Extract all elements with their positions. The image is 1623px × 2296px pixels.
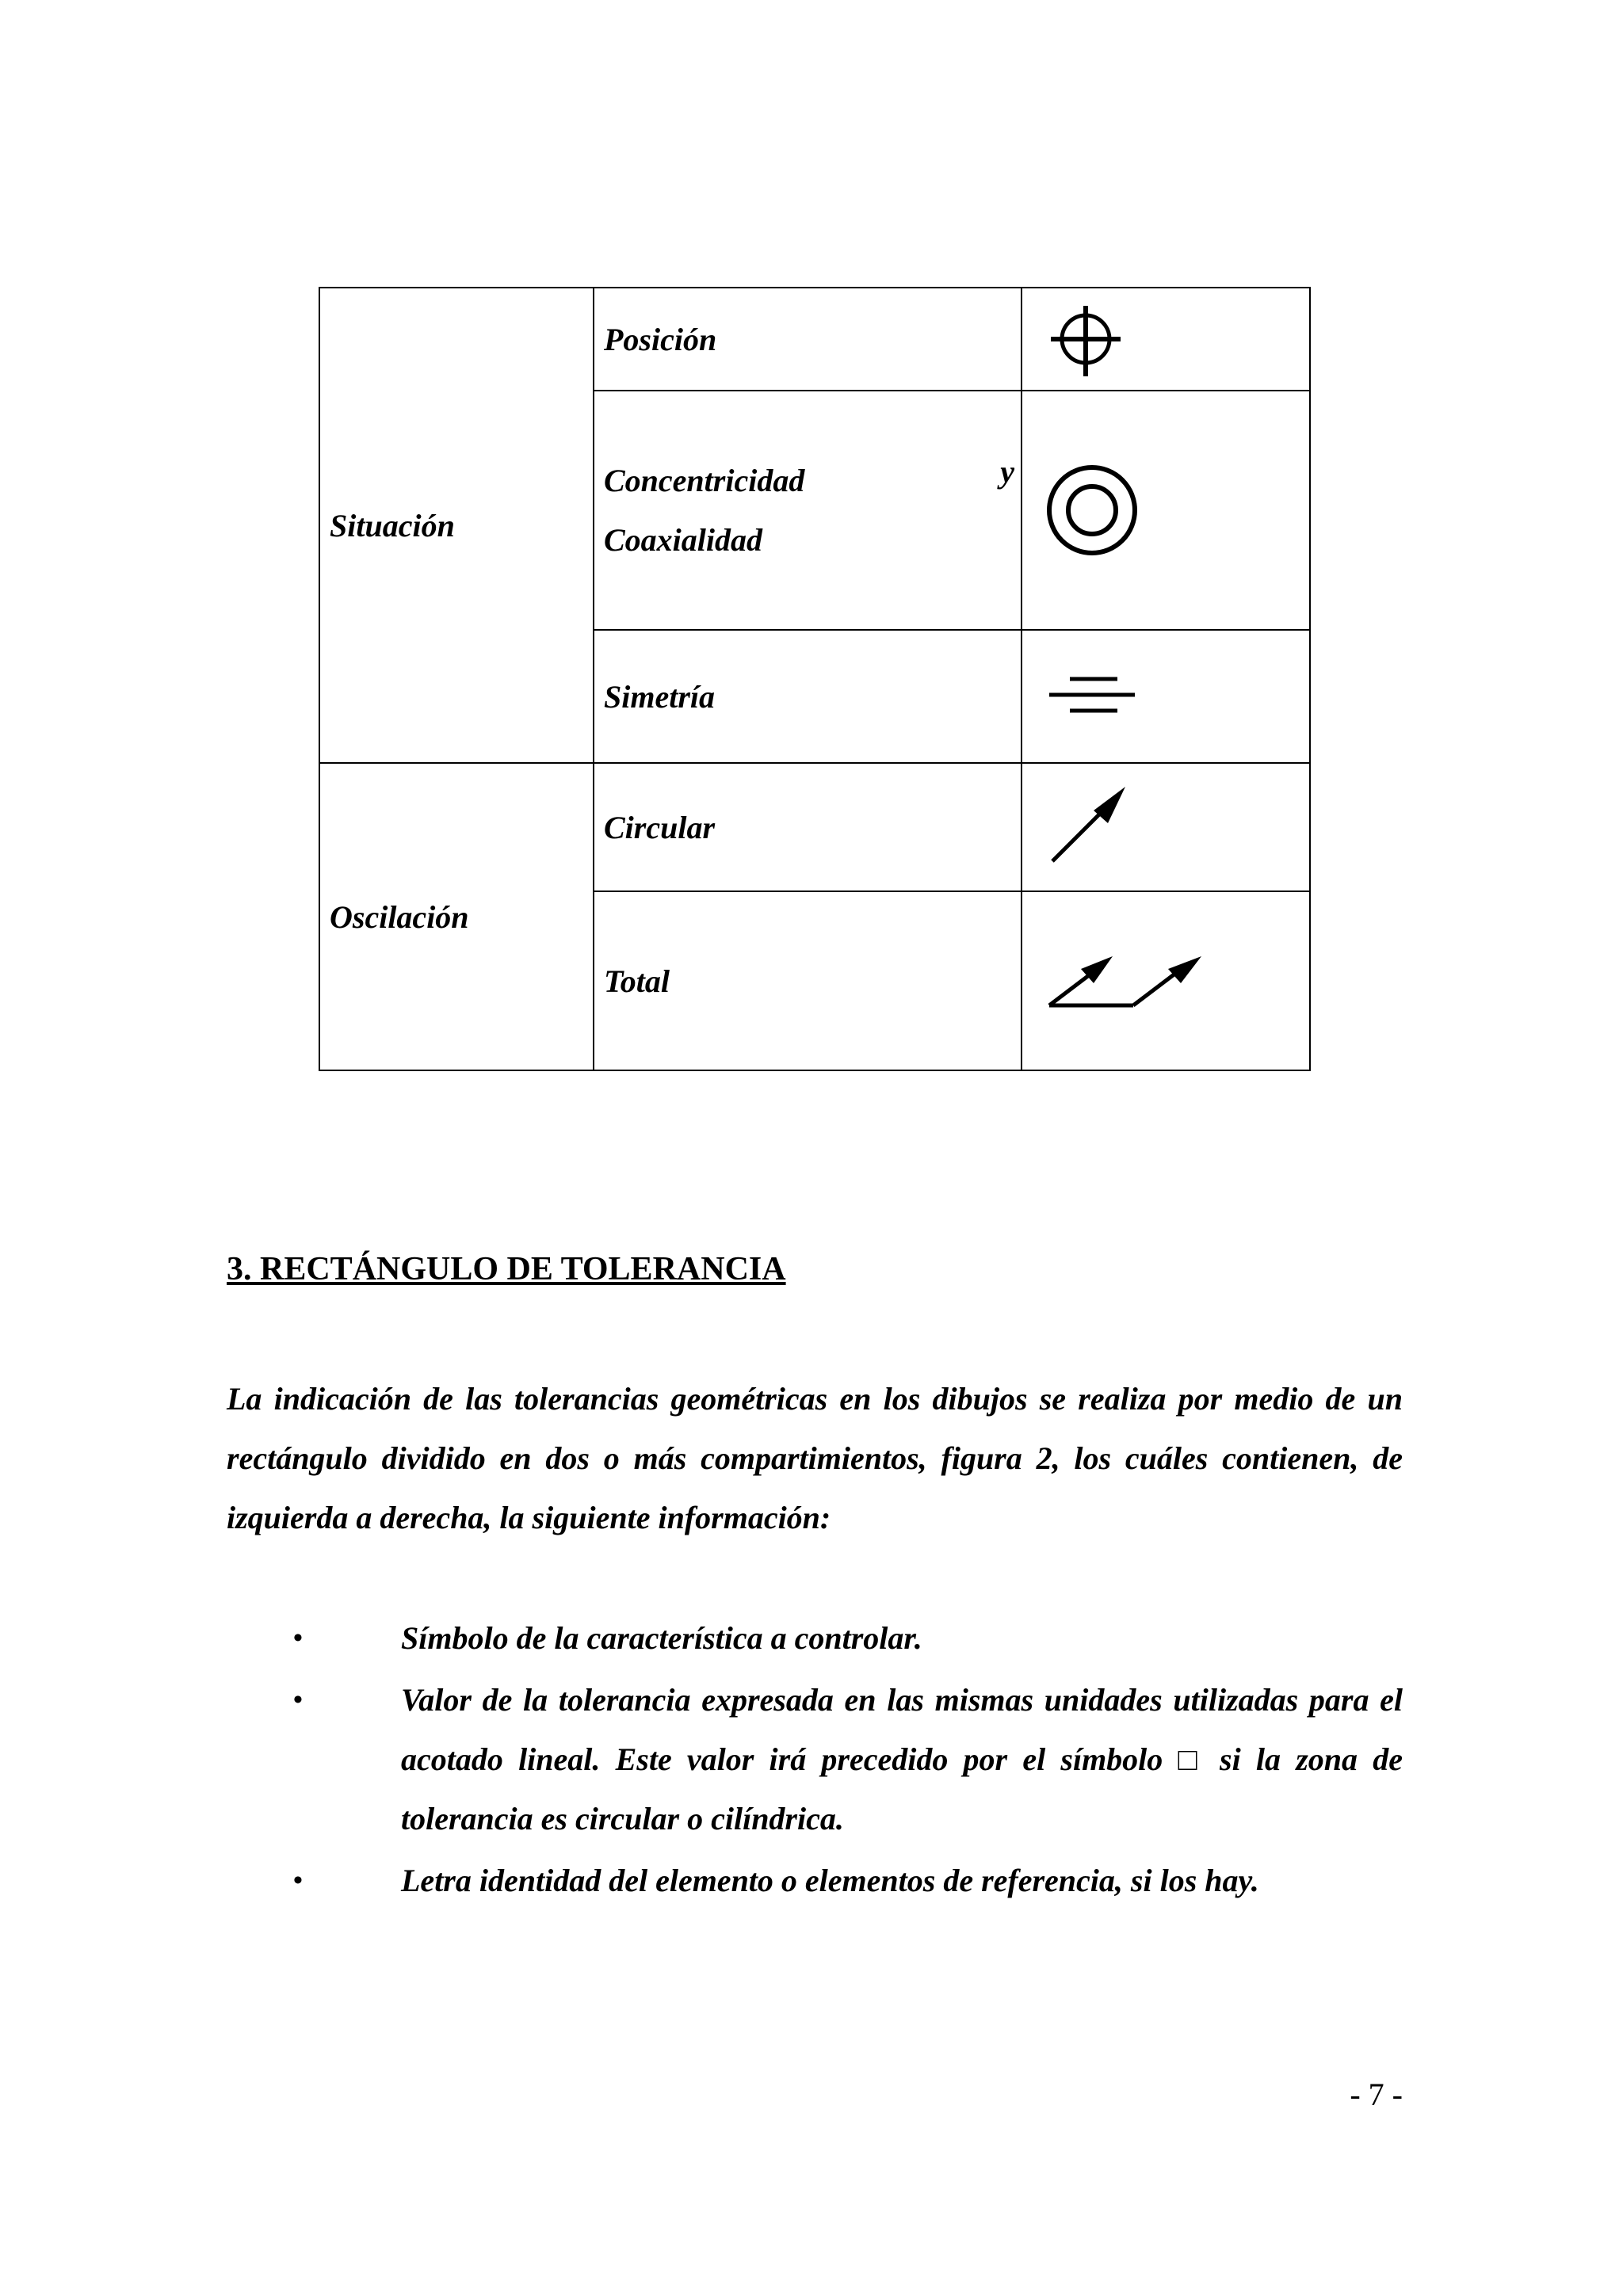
section-paragraph: La indicación de las tolerancias geométricas en los dibujos se realiza por medio de un rectángulo dividido en dos o más compartimientos, figura 2, los cuáles contienen, de izquierda a derecha, la siguiente información: [227, 1381, 1403, 1535]
total-runout-icon [1046, 945, 1228, 1016]
concentricity-icon [1046, 463, 1141, 558]
symmetry-icon [1046, 673, 1141, 720]
bullet-icon: • [293, 1685, 303, 1714]
item-simetria: Simetría [594, 630, 1022, 763]
circular-runout-icon [1046, 784, 1141, 871]
item-circular: Circular [594, 763, 1022, 891]
item-total: Total [594, 891, 1022, 1070]
list-item [293, 1670, 1403, 1848]
concentricidad-y: y [1000, 454, 1014, 490]
information-list [293, 1608, 1403, 1913]
section-heading: 3. RECTÁNGULO DE TOLERANCIA [227, 1251, 786, 1287]
bullet-icon: • [293, 1866, 303, 1895]
category-situacion: Situación [319, 288, 594, 763]
symbol-cell-concentricidad [1022, 391, 1310, 630]
item-posicion: Posición [594, 288, 1022, 391]
list-item-text: Letra identidad del elemento o elementos de referencia, si los hay. [401, 1863, 1259, 1898]
concentricidad-line2: Coaxialidad [604, 522, 763, 558]
list-item-text: Valor de la tolerancia expresada en las mismas unidades utilizadas para el acotado lineal. Este valor irá precedido por el símbolo □ si la zona de tolerancia es circular o cilíndrica. [401, 1682, 1403, 1836]
symbol-cell-posicion [1022, 288, 1310, 391]
category-oscilacion: Oscilación [319, 763, 594, 1070]
bullet-icon: • [293, 1623, 303, 1653]
list-item [293, 1608, 1403, 1668]
page-number: - 7 - [1350, 2077, 1403, 2112]
item-concentricidad [594, 391, 1022, 630]
list-item [293, 1851, 1403, 1910]
position-icon [1046, 299, 1125, 379]
concentricidad-line1: Concentricidad [604, 463, 805, 498]
list-item-text: Símbolo de la característica a controlar. [401, 1620, 922, 1656]
symbol-cell-circular [1022, 763, 1310, 891]
tolerance-symbols-table [319, 287, 1311, 1071]
symbol-cell-simetria [1022, 630, 1310, 763]
symbol-cell-total [1022, 891, 1310, 1070]
